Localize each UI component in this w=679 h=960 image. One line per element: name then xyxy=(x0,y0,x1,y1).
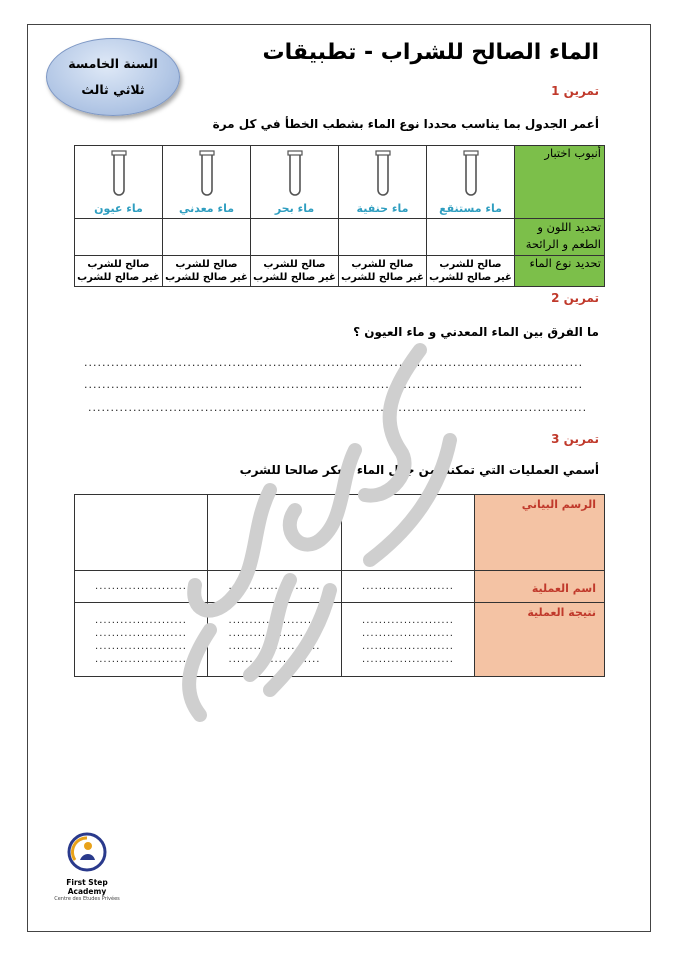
diagram-cell[interactable] xyxy=(342,495,475,571)
badge-grade: السنة الخامسة xyxy=(68,56,158,71)
process-result-cell[interactable]: ...................... ...................... ...................... ...................... xyxy=(342,603,475,677)
academy-emblem-icon xyxy=(65,830,109,874)
page-title: الماء الصالح للشراب - تطبيقات xyxy=(262,40,599,65)
academy-name: First Step Academy xyxy=(66,878,108,896)
tube-cell-spring xyxy=(75,146,163,219)
choice-cell[interactable] xyxy=(75,256,163,287)
choice-not-drinkable[interactable]: غير صالح للشرب xyxy=(429,272,512,283)
answer-cell[interactable] xyxy=(75,219,163,256)
exercise1-label: تمرين 1 xyxy=(551,84,599,98)
test-tube-icon xyxy=(199,150,215,198)
choice-not-drinkable[interactable]: غير صالح للشرب xyxy=(77,272,160,283)
test-tube-icon xyxy=(111,150,127,198)
process-result-cell[interactable]: ...................... ...................... ...................... ...................... xyxy=(208,603,342,677)
row-header-test-tube: أنبوب اختبار xyxy=(515,146,605,219)
choice-drinkable[interactable]: صالح للشرب xyxy=(175,259,238,270)
choice-not-drinkable[interactable]: غير صالح للشرب xyxy=(341,272,424,283)
choice-cell[interactable] xyxy=(163,256,251,287)
answer-line-3[interactable]: ............................................................................................................... xyxy=(88,401,588,414)
row-header-color-taste: تحديد اللون و الطعم و الرائحة xyxy=(515,219,605,256)
choice-not-drinkable[interactable]: غير صالح للشرب xyxy=(165,272,248,283)
badge-term: ثلاثي ثالث xyxy=(81,82,145,97)
water-type-label: ماء عيون xyxy=(94,202,143,215)
choice-drinkable[interactable]: صالح للشرب xyxy=(87,259,150,270)
choice-drinkable[interactable]: صالح للشرب xyxy=(351,259,414,270)
exercise3-instruction: أسمي العمليات التي تمكننا من جعل الماء العكر صالحا للشرب xyxy=(239,463,599,477)
water-type-label: ماء حنفية xyxy=(356,202,409,215)
answer-cell[interactable] xyxy=(427,219,515,256)
exercise1-table xyxy=(74,145,605,287)
academy-logo xyxy=(46,830,128,910)
process-name-cell[interactable]: ...................... xyxy=(208,571,342,603)
exercise2-label: تمرين 2 xyxy=(551,291,599,305)
answer-line-1[interactable]: ............................................................................................................... xyxy=(84,356,584,369)
process-name-cell[interactable]: ...................... xyxy=(75,571,208,603)
tube-cell-tap xyxy=(339,146,427,219)
water-type-label: ماء معدني xyxy=(178,202,235,215)
row-header-diagram: الرسم البياني xyxy=(475,495,605,571)
choice-drinkable[interactable]: صالح للشرب xyxy=(263,259,326,270)
choice-cell[interactable] xyxy=(427,256,515,287)
level-badge xyxy=(46,38,180,116)
exercise2-question: ما الفرق بين الماء المعدني و ماء العيون ؟ xyxy=(353,325,599,339)
tube-cell-sea xyxy=(251,146,339,219)
test-tube-icon xyxy=(463,150,479,198)
academy-subtitle: Centre des Etudes Privées xyxy=(54,896,120,902)
choice-cell[interactable] xyxy=(251,256,339,287)
choice-drinkable[interactable]: صالح للشرب xyxy=(439,259,502,270)
choice-cell[interactable] xyxy=(339,256,427,287)
test-tube-icon xyxy=(375,150,391,198)
answer-cell[interactable] xyxy=(339,219,427,256)
diagram-cell[interactable] xyxy=(75,495,208,571)
tube-cell-mineral xyxy=(163,146,251,219)
answer-line-2[interactable]: ............................................................................................................... xyxy=(84,378,584,391)
exercise3-label: تمرين 3 xyxy=(551,432,599,446)
answer-cell[interactable] xyxy=(163,219,251,256)
answer-cell[interactable] xyxy=(251,219,339,256)
process-result-cell[interactable]: ...................... ...................... ...................... ...................... xyxy=(75,603,208,677)
water-type-label: ماء مستنقع xyxy=(439,202,502,215)
tube-cell-swamp xyxy=(427,146,515,219)
exercise1-instruction: أعمر الجدول بما يناسب محددا نوع الماء بشطب الخطأ في كل مرة xyxy=(212,117,599,131)
choice-not-drinkable[interactable]: غير صالح للشرب xyxy=(253,272,336,283)
row-header-process-name: اسم العملية xyxy=(475,571,605,603)
row-header-water-type: تحديد نوع الماء xyxy=(515,256,605,287)
exercise3-table xyxy=(74,494,605,677)
diagram-cell[interactable] xyxy=(208,495,342,571)
process-name-cell[interactable]: ...................... xyxy=(342,571,475,603)
water-type-label: ماء بحر xyxy=(274,202,315,215)
row-header-process-result: نتيجة العملية xyxy=(475,603,605,677)
test-tube-icon xyxy=(287,150,303,198)
